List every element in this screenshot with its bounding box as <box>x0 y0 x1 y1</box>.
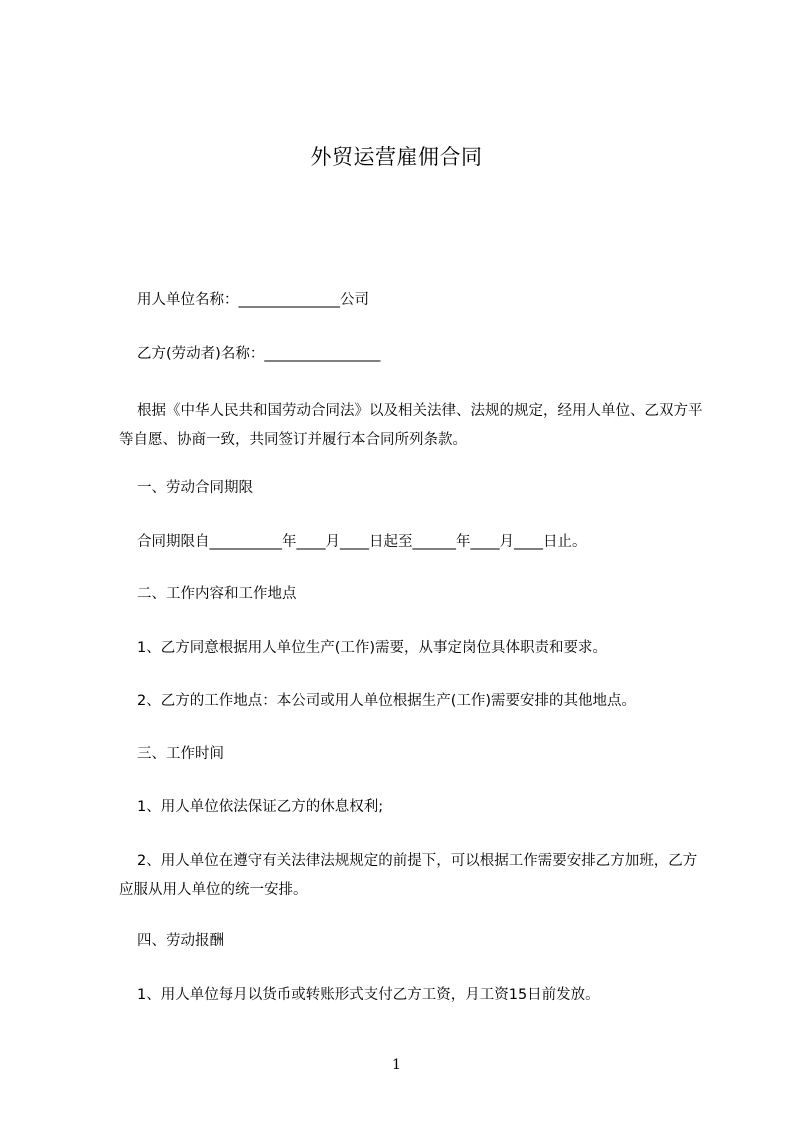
employer-name-line: 用人单位名称：______________公司 <box>137 292 369 308</box>
employee-name-line: 乙方(劳动者)名称：________________ <box>137 346 381 362</box>
section-heading-remuneration: 四、劳动报酬 <box>137 933 224 949</box>
work-content-item-2: 2、乙方的工作地点：本公司或用人单位根据生产(工作)需要安排的其他地点。 <box>137 693 637 709</box>
section-heading-work-content: 二、工作内容和工作地点 <box>137 586 297 602</box>
document-title: 外贸运营雇佣合同 <box>310 145 483 169</box>
section-heading-working-hours: 三、工作时间 <box>137 746 224 762</box>
working-hours-item-2: 2、用人单位在遵守有关法律法规规定的前提下，可以根据工作需要安排乙方加班，乙方应服从用人单位的统一安排。 <box>119 853 698 898</box>
work-content-item-1: 1、乙方同意根据用人单位生产(工作)需要，从事定岗位具体职责和要求。 <box>137 640 608 656</box>
working-hours-item-1: 1、用人单位依法保证乙方的休息权利; <box>137 799 384 815</box>
page-number: 1 <box>392 1057 401 1073</box>
remuneration-item-1: 1、用人单位每月以货币或转账形式支付乙方工资，月工资15日前发放。 <box>137 987 600 1003</box>
contract-term-line: 合同期限自__________年____月____日起至______年____月____日止。 <box>137 534 587 550</box>
preamble-paragraph: 根据《中华人民共和国劳动合同法》以及相关法律、法规的规定，经用人单位、乙双方平等自愿、协商一致，共同签订并履行本合同所列条款。 <box>119 403 703 448</box>
section-heading-contract-term: 一、劳动合同期限 <box>137 480 253 496</box>
